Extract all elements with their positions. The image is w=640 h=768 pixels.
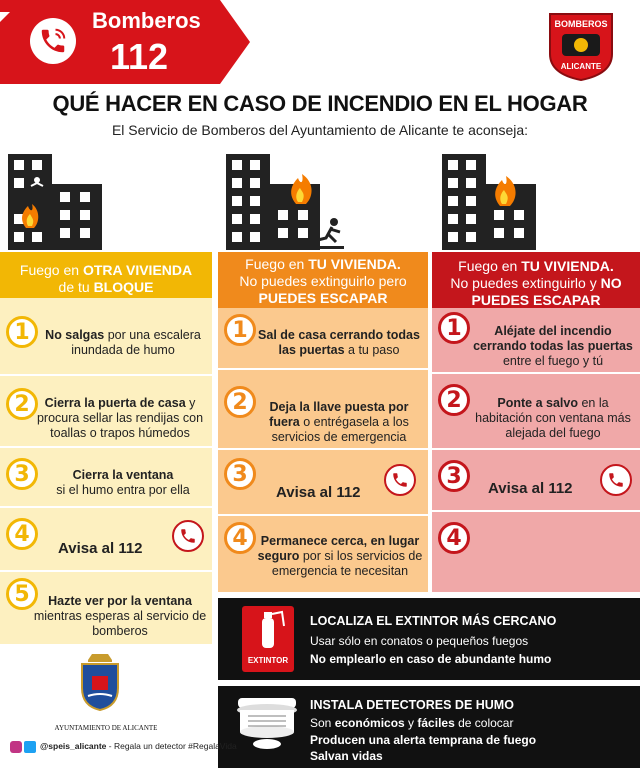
ayuntamiento-crest <box>78 652 122 712</box>
step-number-4: 4 <box>6 518 38 550</box>
step-text-3: Avisa al 112 <box>488 480 573 497</box>
step-number-2: 2 <box>438 384 470 416</box>
step-text-2: Deja la llave puesta por fuera o entrégasela a los servicios de emergencia <box>269 400 409 444</box>
step-text-2: Ponte a salvo en la habitación con ventana más alejada del fuego <box>475 396 631 440</box>
extintor-sign <box>242 606 294 672</box>
building-illustration-2 <box>222 150 352 250</box>
header-badge <box>0 0 250 84</box>
step-divider <box>432 372 640 374</box>
step-number-1: 1 <box>6 316 38 348</box>
detector-line-3: Salvan vidas <box>310 749 383 763</box>
detector-panel <box>218 686 640 768</box>
step-divider <box>218 368 428 370</box>
step-number-1: 1 <box>438 312 470 344</box>
step-divider <box>0 570 212 572</box>
logo-top-text: BOMBEROS <box>554 19 608 29</box>
bomberos-logo <box>548 12 614 82</box>
step-number-3: 3 <box>438 460 470 492</box>
column-no-puedes-escapar <box>432 252 640 592</box>
fire-extinguisher-icon <box>242 606 294 654</box>
column-puedes-escapar <box>218 252 428 592</box>
logo-bottom-text: ALICANTE <box>560 62 602 71</box>
phone-icon <box>30 18 76 64</box>
extintor-panel <box>218 598 640 680</box>
smoke-detector-icon <box>232 696 302 760</box>
step-divider <box>0 446 212 448</box>
step-number-2: 2 <box>224 386 256 418</box>
step-divider <box>0 374 212 376</box>
extintor-line-1: Usar sólo en conatos o pequeños fuegos <box>310 634 529 648</box>
step-text-5: Hazte ver por la ventana mientras esperas al servicio de bomberos <box>33 594 207 638</box>
footer-social: @speis_alicante - Regala un detector #RegalaVida <box>40 741 237 751</box>
step-divider <box>432 510 640 512</box>
building-illustration-1 <box>0 150 120 250</box>
step-divider <box>218 514 428 516</box>
step-number-1: 1 <box>224 314 256 346</box>
page-subtitle: El Servicio de Bomberos del Ayuntamiento de Alicante te aconseja: <box>111 122 529 138</box>
column-header-text: Fuego en TU VIVIENDA. No puedes extinguirlo y NO PUEDES ESCAPAR <box>450 258 622 308</box>
step-number-3: 3 <box>224 458 256 490</box>
step-text-1: No salgas por una escalera inundada de humo <box>45 328 201 357</box>
step-number-3: 3 <box>6 458 38 490</box>
step-divider <box>432 448 640 450</box>
step-divider <box>0 506 212 508</box>
extintor-sign-label: EXTINTOR <box>247 656 289 665</box>
instagram-icon[interactable] <box>10 741 22 753</box>
twitter-icon[interactable] <box>24 741 36 753</box>
detector-line-1: Son económicos y fáciles de colocar <box>310 716 514 730</box>
step-number-4: 4 <box>438 522 470 554</box>
step-text-1: Aléjate del incendio cerrando todas las puertas entre el fuego y tú <box>473 324 633 368</box>
column-header-text: Fuego en TU VIVIENDA. No puedes extinguirlo pero PUEDES ESCAPAR <box>239 256 407 306</box>
column-otra-vivienda <box>0 252 212 644</box>
detector-line-2: Producen una alerta temprana de fuego <box>310 733 537 747</box>
step-number-2: 2 <box>6 388 38 420</box>
phone-icon <box>384 464 416 496</box>
step-text-4: Permanece cerca, en lugar seguro por si los servicios de emergencia te necesitan <box>257 534 423 578</box>
step-text-4: Avisa al 112 <box>58 540 143 557</box>
phone-icon <box>172 520 204 552</box>
detector-title: INSTALA DETECTORES DE HUMO <box>310 698 514 712</box>
page-title: QUÉ HACER EN CASO DE INCENDIO EN EL HOGAR <box>52 91 588 116</box>
step-text-3: Cierra la ventana si el humo entra por ella <box>56 468 190 497</box>
step-text-2: Cierra la puerta de casa y procura sellar las rendijas con toallas o trapos húmedos <box>36 396 204 440</box>
step-number-5: 5 <box>6 578 38 610</box>
step-divider <box>218 448 428 450</box>
badge-number: 112 <box>110 36 169 77</box>
badge-title: Bomberos <box>92 8 201 33</box>
step-number-4: 4 <box>224 522 256 554</box>
ayuntamiento-label: AYUNTAMIENTO DE ALICANTE <box>54 724 158 732</box>
phone-icon <box>600 464 632 496</box>
building-illustration-3 <box>438 150 558 250</box>
extintor-line-2: No emplearlo en caso de abundante humo <box>310 652 552 666</box>
extintor-title: LOCALIZA EL EXTINTOR MÁS CERCANO <box>310 614 557 628</box>
step-text-1: Sal de casa cerrando todas las puertas a tu paso <box>258 328 420 357</box>
column-header-text: Fuego en OTRA VIVIENDA de tu BLOQUE <box>19 262 193 295</box>
step-text-3: Avisa al 112 <box>276 484 361 501</box>
